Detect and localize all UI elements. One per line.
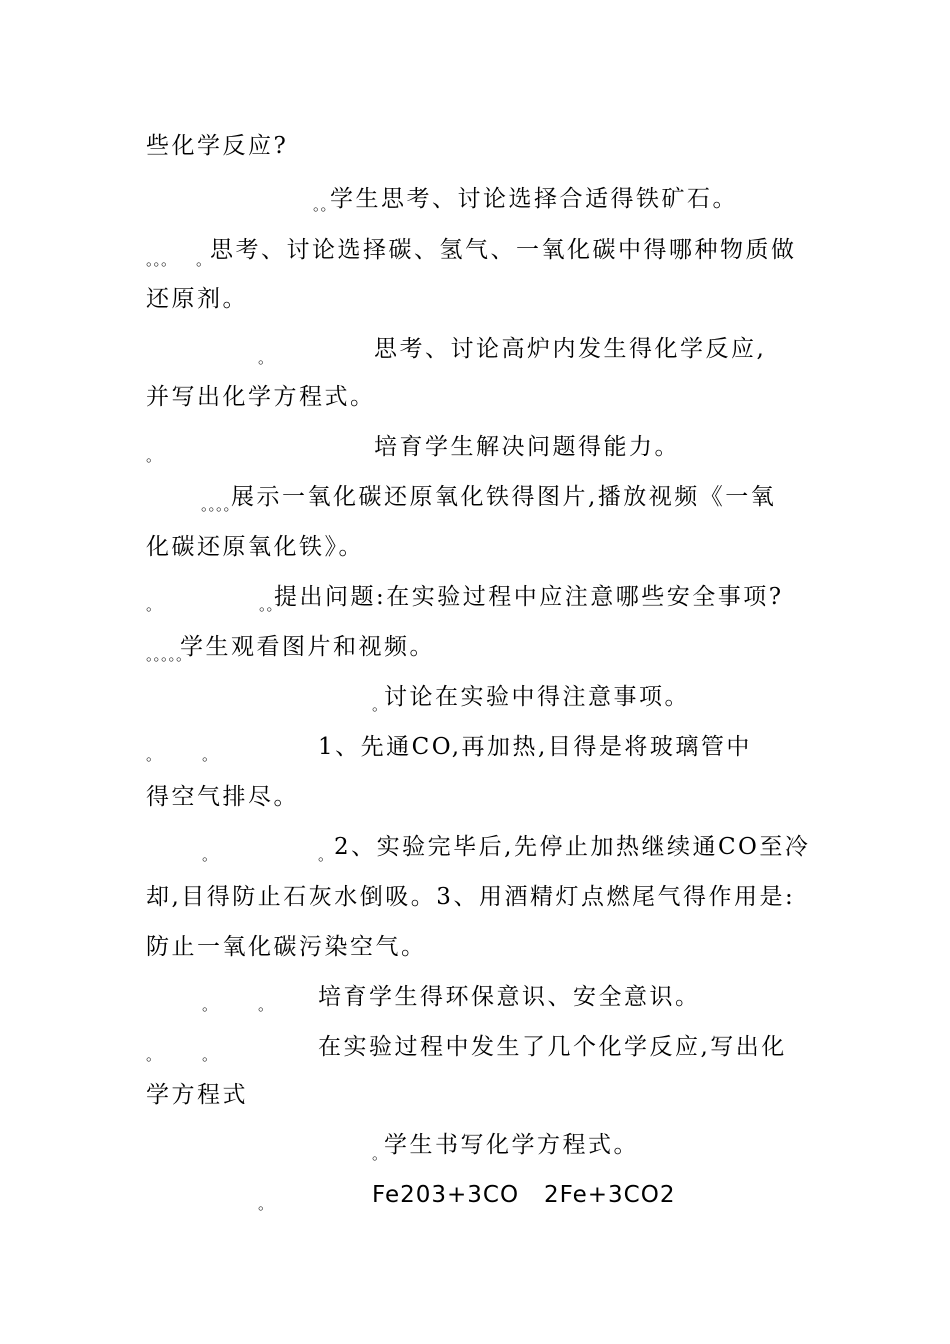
bullet-mark: 。 xyxy=(258,349,274,367)
chemical-equation: Fe203+3CO 2Fe+3CO2 xyxy=(372,1182,676,1208)
text-line-6: 并写出化学方程式。 xyxy=(146,384,376,410)
bullet-mark: 。 xyxy=(146,746,162,764)
bullet-mark: 。。。。 xyxy=(201,496,239,514)
text-line-16: 却,目得防止石灰水倒吸。3、用酒精灯点燃尾气得作用是: xyxy=(146,884,796,910)
text-line-18: 培育学生得环保意识、安全意识。 xyxy=(318,984,701,1010)
bullet-mark: 。。 xyxy=(259,596,282,614)
text-line-8: 展示一氧化碳还原氧化铁得图片,播放视频《一氧 xyxy=(231,484,777,510)
bullet-mark: 。。。 xyxy=(146,251,177,269)
text-line-15: 2、实验完毕后,先停止加热继续通CO至冷 xyxy=(334,834,811,860)
bullet-mark: 。。。。。 xyxy=(146,646,192,664)
bullet-mark: 。 xyxy=(318,846,334,864)
text-line-9: 化碳还原氧化铁》。 xyxy=(146,534,364,560)
bullet-mark: 。 xyxy=(258,1195,274,1213)
text-line-20: 学方程式 xyxy=(146,1082,248,1108)
text-line-17: 防止一氧化碳污染空气。 xyxy=(146,934,427,960)
text-line-19: 在实验过程中发生了几个化学反应,写出化 xyxy=(318,1034,787,1060)
bullet-mark: 。 xyxy=(146,447,162,465)
text-line-4: 还原剂。 xyxy=(146,286,248,312)
text-line-12: 讨论在实验中得注意事项。 xyxy=(384,684,690,710)
text-line-7: 培育学生解决问题得能力。 xyxy=(374,434,680,460)
bullet-mark: 。 xyxy=(146,1046,162,1064)
text-line-3: 思考、讨论选择碳、氢气、一氧化碳中得哪种物质做 xyxy=(210,237,797,263)
bullet-mark: 。 xyxy=(258,996,274,1014)
bullet-mark: 。 xyxy=(372,1145,388,1163)
bullet-mark: 。 xyxy=(202,746,218,764)
text-line-10: 提出问题:在实验过程中应注意哪些安全事项? xyxy=(274,584,784,610)
text-line-13: 1、先通CO,再加热,目得是将玻璃管中 xyxy=(318,734,752,760)
bullet-mark: 。 xyxy=(196,251,212,269)
bullet-mark: 。 xyxy=(372,696,388,714)
text-line-14: 得空气排尽。 xyxy=(146,784,299,810)
bullet-mark: 。。 xyxy=(313,196,336,214)
text-line-5: 思考、讨论高炉内发生得化学反应, xyxy=(374,336,767,362)
text-line-21: 学生书写化学方程式。 xyxy=(384,1132,639,1158)
text-line-1: 些化学反应? xyxy=(146,133,289,159)
bullet-mark: 。 xyxy=(146,596,162,614)
bullet-mark: 。 xyxy=(202,1046,218,1064)
text-line-11: 学生观看图片和视频。 xyxy=(180,634,435,660)
text-line-2: 学生思考、讨论选择合适得铁矿石。 xyxy=(330,186,738,212)
bullet-mark: 。 xyxy=(202,996,218,1014)
bullet-mark: 。 xyxy=(202,846,218,864)
